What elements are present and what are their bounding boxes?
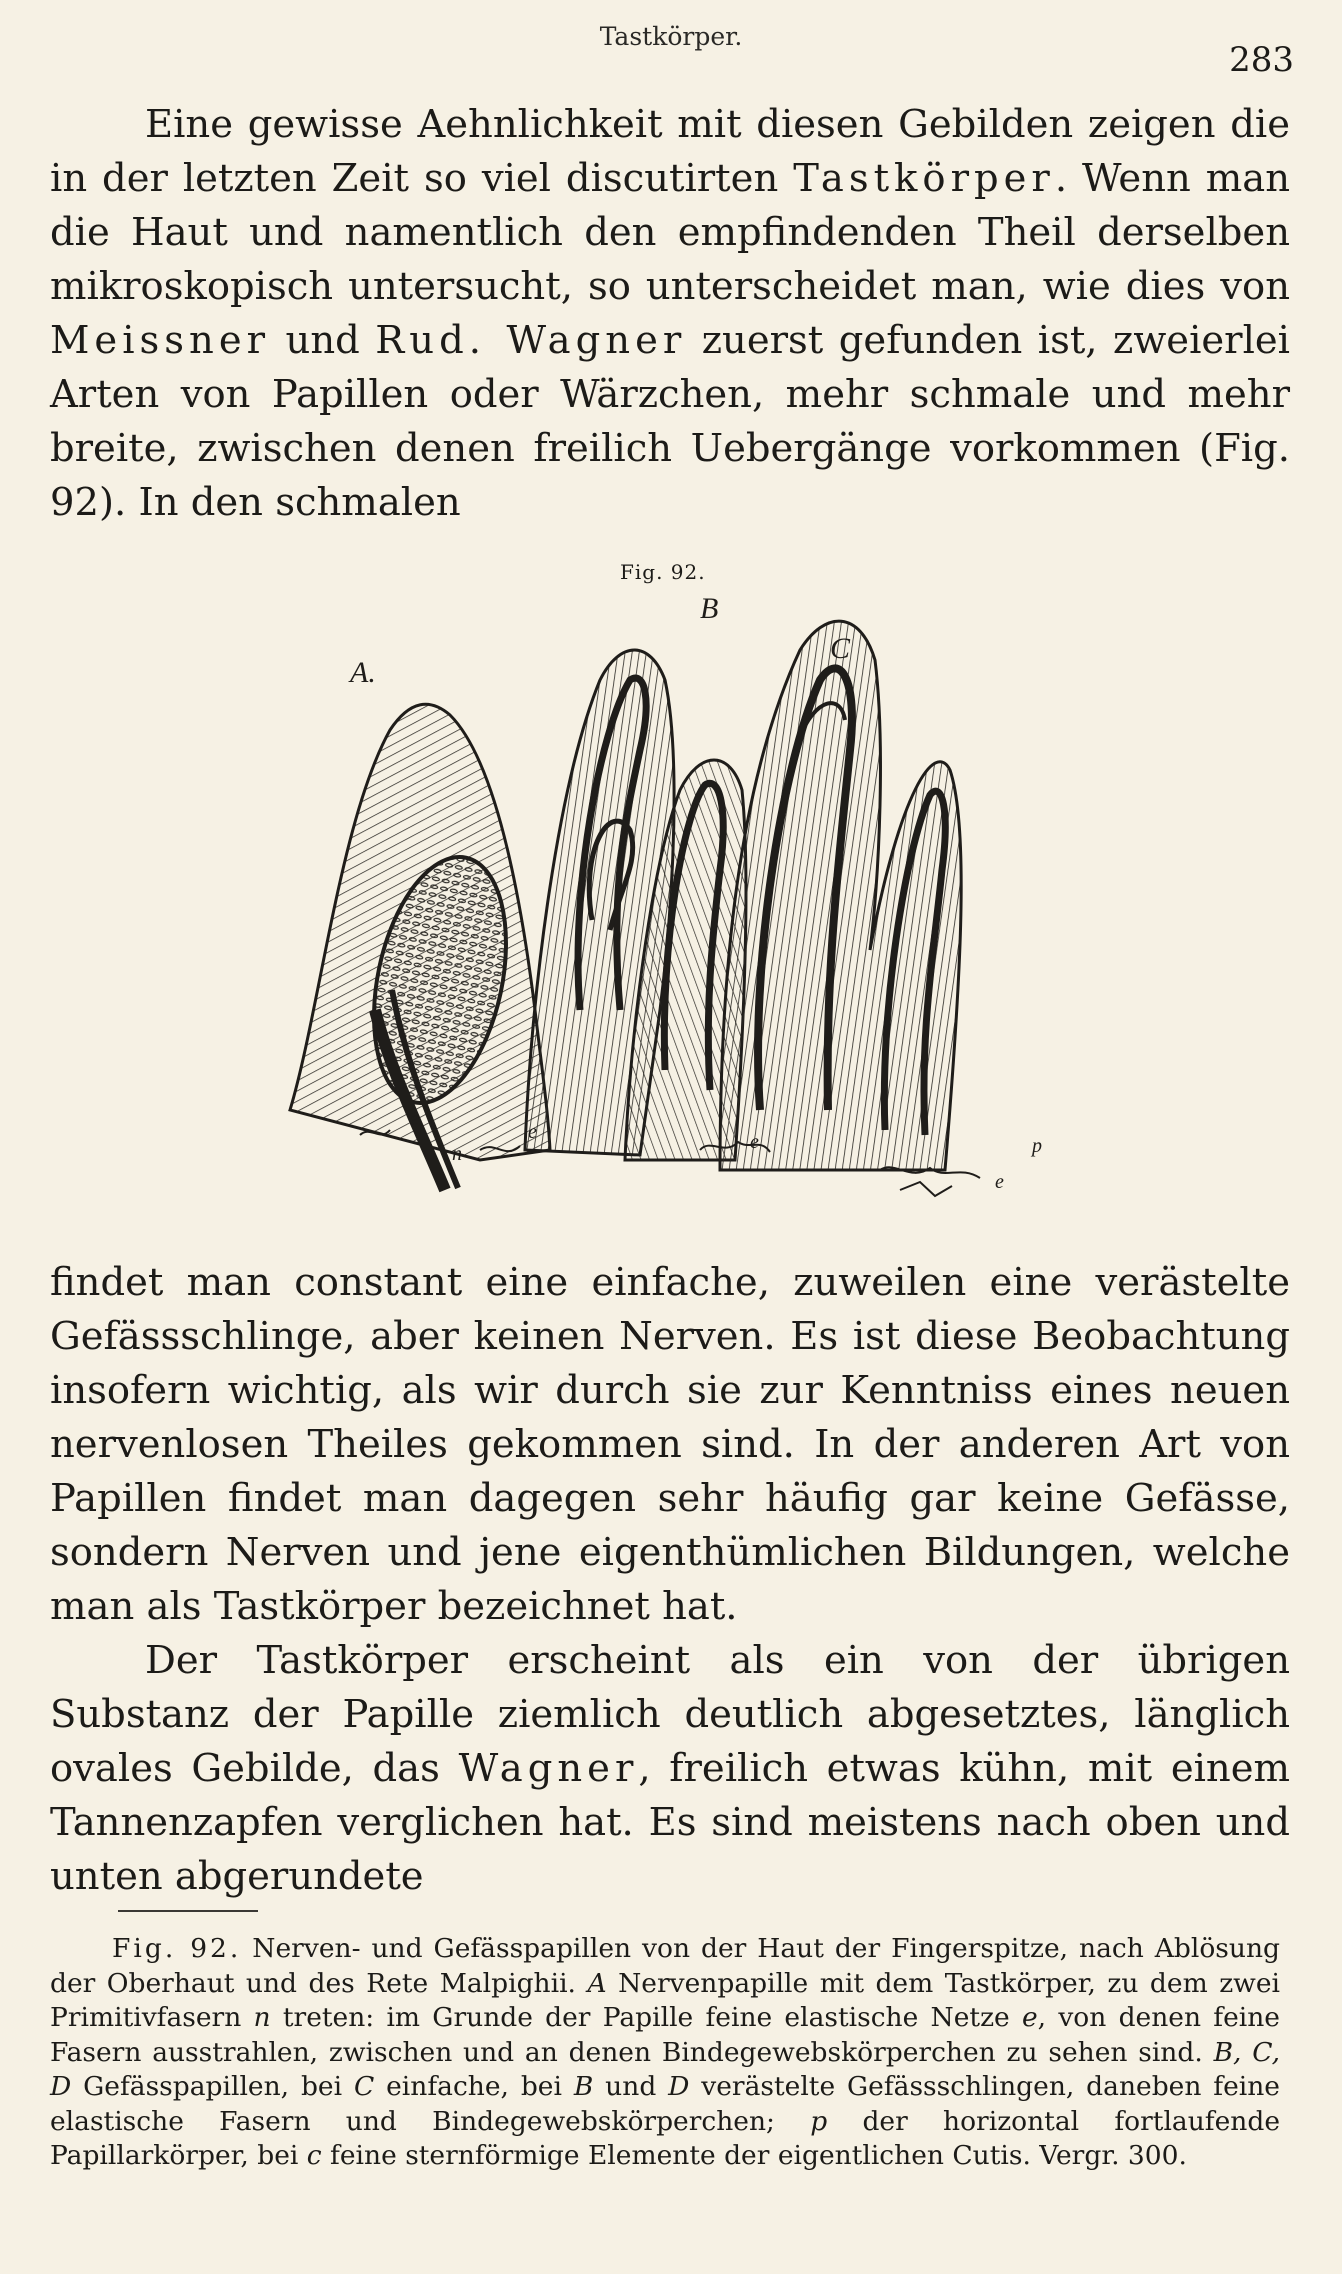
papilla-d [720,621,961,1170]
text-run: feine sternförmige Elemente der eigentlichen Cutis. Vergr. 300. [321,2140,1187,2171]
figure-label-e3: e [750,1131,759,1153]
figure-label-n: n [452,1143,462,1165]
running-title: Tastkörper. [599,22,743,51]
text-run: , freilich etwas kühn, mit einem Tannenzapfen verglichen hat. Es sind meistens nach oben und unten abgerundete [50,1746,1290,1899]
figure-label-e1: e [410,1108,419,1130]
figure-caption-label: Fig. 92. [620,560,706,584]
label-n: n [253,2002,271,2033]
text-run: Gefässpapillen, bei [71,2071,354,2102]
label-d: D [668,2071,690,2102]
name-meissner: Meissner [50,318,271,363]
term-tastkoerper: Tastkörper [793,156,1055,201]
text-run: der horizontal fortlaufende Papillarkörper, bei [50,2105,1280,2171]
text-run: Nerven- und Gefässpapillen von der Haut der Fingerspitze, nach Ablösung der Oberhaut und des Rete Malpighii. [50,1933,1280,1999]
figure-label-c: C [830,632,851,665]
figure-footnote [50,1932,1280,2174]
page-number: 283 [1229,40,1294,80]
footnote-fig-ref: Fig. 92. [112,1933,242,1964]
figure-label-p: p [1032,1135,1042,1157]
paragraph-continuation: findet man constant eine einfache, zuweilen eine verästelte Gefässschlinge, aber keinen Nerven. Es ist diese Beobachtung insofern wichtig, als wir durch sie zur Kenntniss eines neuen nervenlosen Theiles gekommen sind. In der anderen Art von Papillen findet man dagegen sehr häufig gar keine Gefässe, sondern Nerven und jene eigenthümlichen Bildungen, welche man als Tastkörper bezeichnet hat. [50,1260,1290,1629]
body-text-top [50,98,1290,530]
label-bcd: B, C, D [50,2036,1281,2102]
text-run: , von denen feine Fasern ausstrahlen, zwischen und an denen Bindegewebskörperchen zu sehen sind. [50,2002,1280,2068]
figure-label-e2: e [528,1121,537,1143]
label-c-lower: c [306,2140,322,2171]
text-run: verästelte Gefässschlingen, daneben feine elastische Fasern und Bindegewebskörperchen; [50,2071,1280,2137]
text-run: und [593,2071,669,2102]
text-run: zuerst gefunden ist, zweierlei Arten von Papillen oder Wärzchen, mehr schmale und mehr breite, zwischen denen freilich Uebergänge vorkommen (Fig. 92). In den schmalen [50,318,1290,525]
label-a: A [587,1967,607,1999]
body-text-middle [50,1256,1290,1904]
paragraph-tastkoerper-shape [50,1634,1290,1904]
text-run: . Wenn man die Haut und namentlich den empfindenden Theil derselben mikroskopisch untersucht, so unterscheidet man, wie dies von [50,156,1291,309]
name-wagner: Rud. Wagner [375,318,687,363]
papilla-a [290,704,550,1190]
figure-label-e4: e [995,1171,1004,1193]
text-run: treten: im Grunde der Papille feine elastische Netze [270,2002,1022,2033]
footnote-paragraph [50,1932,1280,2174]
text-run: und [270,318,376,363]
figure-label-b: B [700,592,719,625]
footnote-rule [118,1910,258,1912]
text-run: Eine gewisse Aehnlichkeit mit diesen Gebilden zeigen die in der letzten Zeit so viel discutirten [50,102,1290,201]
name-wagner-2: Wagner [458,1746,639,1791]
label-e: e [1021,2002,1038,2033]
histology-figure [280,590,1070,1220]
label-c: C [353,2071,375,2102]
text-run: einfache, bei [374,2071,574,2102]
text-run: Nervenpapille mit dem Tastkörper, zu dem zwei Primitivfasern [50,1967,1280,2033]
label-b: B [573,2071,594,2102]
paragraph-tastkoerper-intro [50,98,1290,530]
text-run: Der Tastkörper erscheint als ein von der übrigen Substanz der Papille ziemlich deutlich abgesetztes, länglich ovales Gebilde, das [50,1638,1290,1791]
label-p: p [810,2105,828,2137]
figure-label-a: A. [350,656,376,689]
